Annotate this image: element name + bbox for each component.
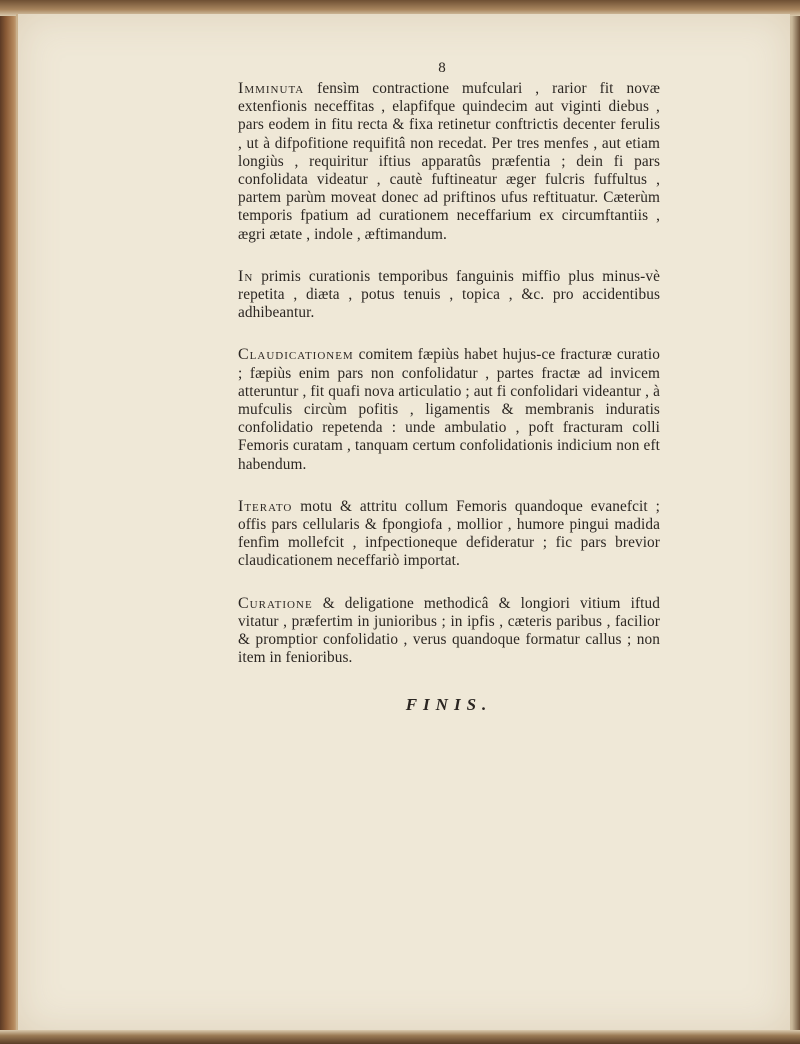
bottom-binding-edge [0, 1030, 800, 1044]
paragraph-2 [238, 268, 660, 323]
paragraph-body: comitem fæpiùs habet hujus-ce fracturæ curatio ; fæpiùs enim pars non confolidatur , partes fractæ ad invicem atteruntur , fit quafi nova articulatio ; aut fi confolidari videantur , à mufculis circùm pofitis , ligamentis & membranis induratis confolidatio repetenda : unde ambulatio , poft fracturam colli Femoris curatam , tanquam certum confolidationis indicium non eft habendum. [238, 346, 660, 473]
finis-heading: FINIS. [405, 695, 493, 714]
paragraph-body: fensìm contractione mufculari , rarior fit novæ extenfionis neceffitas , elapfifque quindecim aut viginti diebus , pars eodem in fitu recta & fixa retinetur conftrictis decenter ferulis , ut à difpofitione requifitâ non recedat. Per tres menfes , aut etiam longiùs , requiritur iftius apparatûs præfentia ; dein fi pars confolidata videatur , cautè fuftineatur æger fulcris fuffultus , partem parùm moveat donec ad priftinos ufus reftituatur. Cæterùm temporis fpatium ad curationem neceffarium ex circumftantiis , ægri ætate , indole , æftimandum. [238, 80, 660, 243]
paragraph-body: primis curationis temporibus fanguinis miffio plus minus-vè repetita , diæta , potus tenuis , topica , &c. pro accidentibus adhibeantur. [238, 267, 660, 322]
body-text [238, 80, 660, 691]
paragraph-3 [238, 346, 660, 473]
paragraph-lead: Iterato [238, 497, 293, 515]
paragraph-lead: Curatione [238, 594, 313, 612]
paragraph-body: motu & attritu collum Femoris quandoque evanefcit ; offis pars cellularis & fpongiofa , mollior , humore pingui madida fenfìm mollefcit , infpectioneque defideratur ; fic pars brevior claudicationem neceffariò importat. [238, 497, 660, 570]
paragraph-lead: In [238, 267, 254, 285]
paragraph-1 [238, 80, 660, 244]
page-number: 8 [438, 60, 446, 76]
paragraph-4 [238, 498, 660, 571]
paragraph-body: & deligatione methodicâ & longiori vitium iftud vitatur , præfertim in junioribus ; in ipfis , cæteris paribus , facilior & promptior confolidatio , verus quandoque formatur callus ; non item in fenioribus. [238, 594, 660, 667]
paragraph-lead: Claudicationem [238, 346, 354, 364]
paragraph-5 [238, 595, 660, 668]
paragraph-lead: Imminuta [238, 80, 305, 97]
